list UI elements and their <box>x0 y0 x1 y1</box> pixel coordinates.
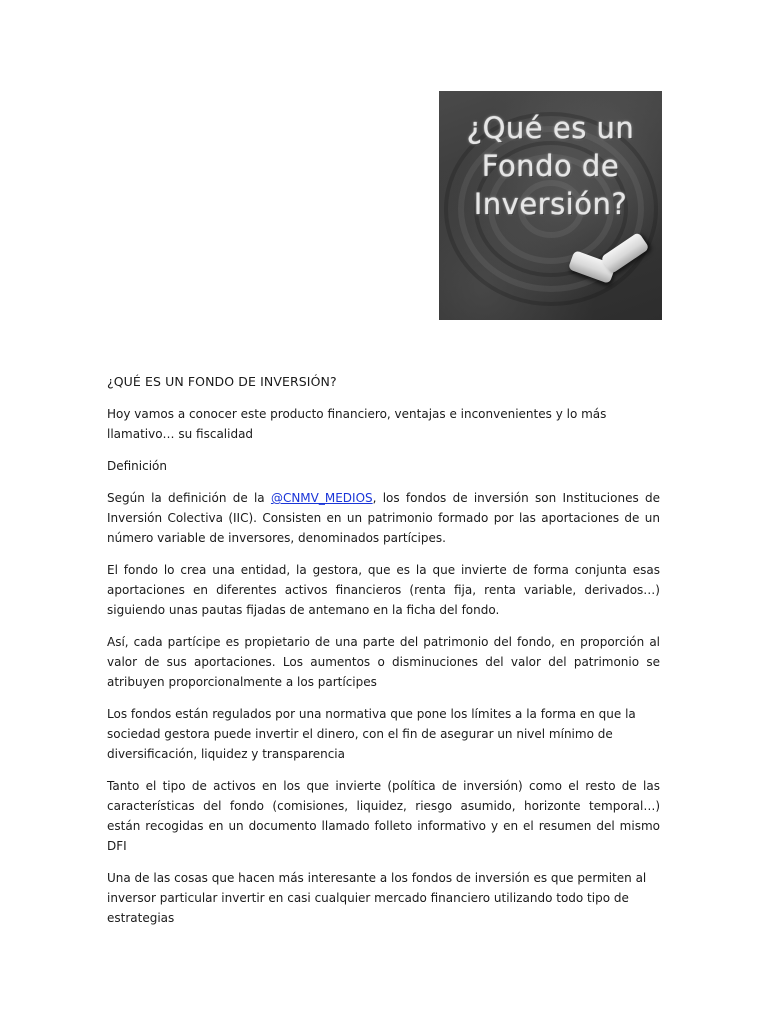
regulacion-paragraph: Los fondos están regulados por una normativa que pone los límites a la forma en que la sociedad gestora puede invertir el dinero, con el fin de asegurar un nivel mínimo de diversificación, liquidez y transparencia <box>107 707 636 761</box>
folleto-paragraph: Tanto el tipo de activos en los que invierte (política de inversión) como el resto de las características del fondo (comisiones, liquidez, riesgo asumido, horizonte temporal…) están recogidas en un documento llamado folleto informativo y en el resumen del mismo DFI <box>107 779 660 853</box>
interes-paragraph: Una de las cosas que hacen más interesante a los fondos de inversión es que permiten al inversor particular invertir en casi cualquier mercado financiero utilizando todo tipo de estrategias <box>107 871 647 925</box>
chalkboard-image <box>439 91 662 320</box>
chalkboard-title <box>439 109 662 223</box>
chalkboard-title-line: ¿Qué es un <box>466 111 635 145</box>
definition-text-after: , los fondos de inversión son Instituciones de Inversión Colectiva (IIC). Consisten en un patrimonio formado por las aportaciones de un número variable de inversores, denominados partícipes. <box>107 491 660 545</box>
definition-text-before: Según la definición de la <box>107 491 271 505</box>
participe-paragraph: Así, cada partícipe es propietario de una parte del patrimonio del fondo, en proporción al valor de sus aportaciones. Los aumentos o disminuciones del valor del patrimonio se atribuyen proporcionalmente a los partícipes <box>107 635 660 689</box>
article-body <box>107 372 660 940</box>
chalkboard-title-line: Fondo de <box>481 149 620 183</box>
gestora-paragraph: El fondo lo crea una entidad, la gestora, que es la que invierte de forma conjunta esas aportaciones en diferentes activos financieros (renta fija, renta variable, derivados…) siguiendo unas pautas fijadas de antemano en la ficha del fondo. <box>107 563 660 617</box>
chalkboard-title-line: Inversión? <box>473 187 628 221</box>
cnmv-mention-link[interactable]: @CNMV_MEDIOS <box>270 491 373 505</box>
definition-heading: Definición <box>107 459 167 473</box>
article-heading: ¿QUÉ ES UN FONDO DE INVERSIÓN? <box>107 374 337 389</box>
intro-paragraph: Hoy vamos a conocer este producto financiero, ventajas e inconvenientes y lo más llamativo… su fiscalidad <box>107 407 607 441</box>
definition-paragraph <box>107 488 660 548</box>
